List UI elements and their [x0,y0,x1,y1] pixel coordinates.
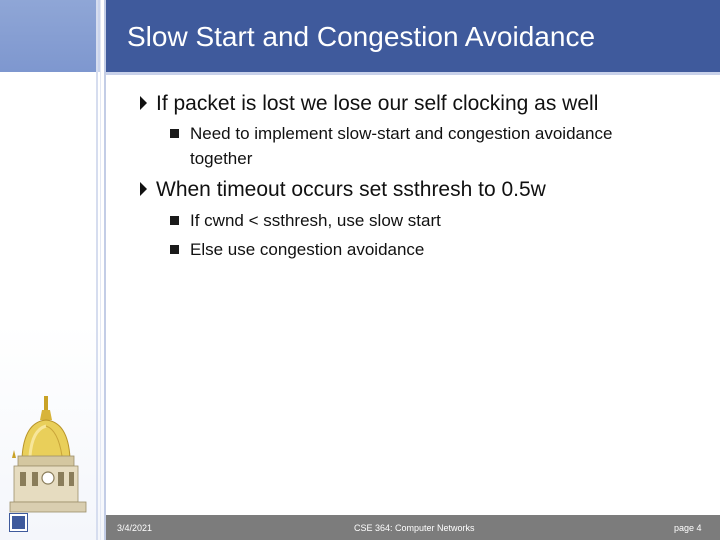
bullet-text: When timeout occurs set ssthresh to 0.5w [156,178,546,201]
vertical-rule [104,0,106,540]
square-bullet-icon [170,129,179,138]
square-bullet-icon [170,216,179,225]
bullet-text: If packet is lost we lose our self clocking as well [156,92,599,115]
sub-bullet-text-continued: together [190,149,253,168]
footer-page: page 4 [674,523,702,533]
sub-bullet-text: If cwnd < ssthresh, use slow start [190,211,441,230]
arrow-bullet-icon [140,182,147,196]
vertical-rule [96,0,98,540]
corner-square-icon [10,514,27,531]
footer-course: CSE 364: Computer Networks [354,523,475,533]
slide-title: Slow Start and Congestion Avoidance [127,21,596,52]
sub-bullet-text: Else use congestion avoidance [190,240,425,259]
left-title-block [0,0,97,72]
title-underline [106,72,720,75]
arrow-bullet-icon [140,96,147,110]
golden-dome-icon [8,396,92,514]
sub-bullet-text: Need to implement slow-start and congestion avoidance [190,124,613,143]
footer-date: 3/4/2021 [117,523,153,533]
vertical-rule [100,0,101,540]
footer-bar [106,515,720,540]
square-bullet-icon [170,245,179,254]
